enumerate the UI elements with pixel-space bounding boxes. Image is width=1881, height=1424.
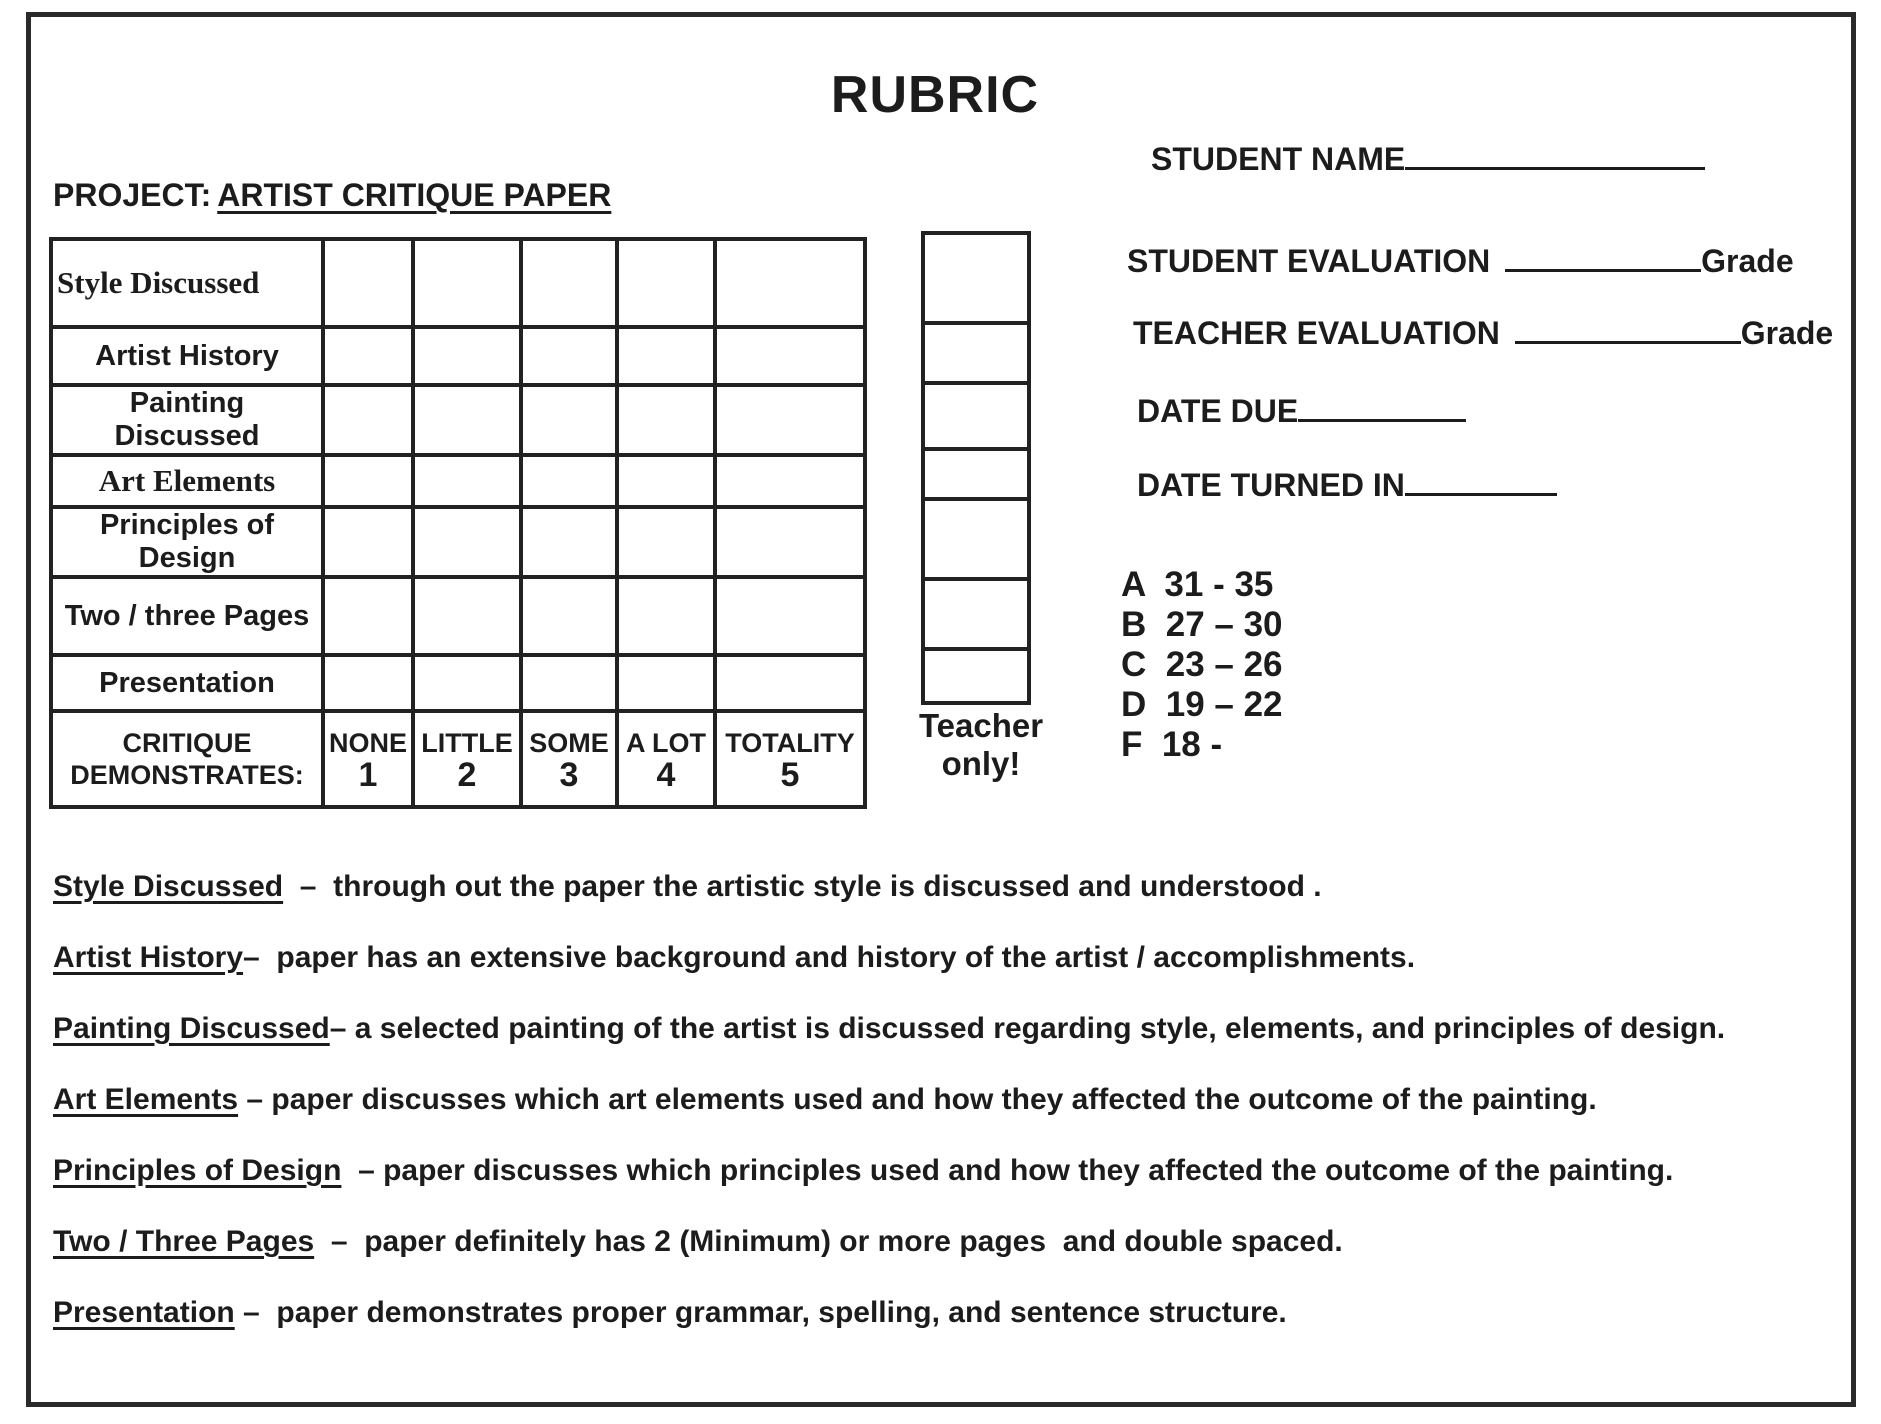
definition-text: – a selected painting of the artist is discussed regarding style, elements, and principles of design. (329, 1012, 1726, 1045)
level-a-lot: A LOT 4 (617, 711, 715, 807)
score-cell[interactable] (323, 507, 413, 577)
grade-scale-item: A 31 - 35 (1121, 565, 1274, 604)
level-some: SOME 3 (521, 711, 617, 807)
definition-item (53, 1064, 1725, 1135)
date-turned-in-row (1137, 467, 1557, 504)
teacher-score-column (921, 231, 1031, 705)
teacher-score-cell[interactable] (923, 449, 1029, 499)
critique-demonstrates-label: CRITIQUE DEMONSTRATES: (51, 711, 323, 807)
definition-text: – paper demonstrates proper grammar, spelling, and sentence structure. (234, 1296, 1287, 1329)
definition-item (53, 922, 1725, 993)
student-evaluation-field[interactable] (1505, 269, 1701, 272)
student-evaluation-row (1127, 243, 1794, 280)
definition-item (53, 1206, 1725, 1277)
criterion-row (51, 327, 865, 385)
level-none: NONE 1 (323, 711, 413, 807)
score-cell[interactable] (617, 655, 715, 711)
criterion-label: Principles of Design (51, 507, 323, 577)
date-due-row (1137, 393, 1466, 430)
grade-scale-item: C 23 – 26 (1121, 645, 1283, 684)
score-cell[interactable] (521, 455, 617, 507)
score-cell[interactable] (413, 655, 521, 711)
grade-scale-item: F 18 - (1121, 725, 1223, 764)
teacher-score-cell[interactable] (923, 323, 1029, 383)
score-cell[interactable] (323, 327, 413, 385)
score-cell[interactable] (521, 507, 617, 577)
definition-item (53, 993, 1725, 1064)
score-cell[interactable] (521, 239, 617, 327)
score-cell[interactable] (413, 455, 521, 507)
student-name-row (1151, 141, 1705, 178)
student-name-field[interactable] (1405, 167, 1705, 170)
definition-term: Painting Discussed (53, 1012, 330, 1045)
criterion-label: Artist History (51, 327, 323, 385)
score-cell[interactable] (715, 327, 865, 385)
criterion-label: Style Discussed (51, 239, 323, 327)
criterion-label: Presentation (51, 655, 323, 711)
teacher-evaluation-row (1133, 315, 1833, 352)
teacher-score-cell[interactable] (923, 499, 1029, 579)
score-cell[interactable] (323, 385, 413, 455)
teacher-score-cell[interactable] (923, 579, 1029, 649)
score-cell[interactable] (521, 655, 617, 711)
criterion-row (51, 577, 865, 655)
score-cell[interactable] (323, 577, 413, 655)
date-turned-in-label: DATE TURNED IN (1137, 467, 1405, 503)
score-cell[interactable] (413, 385, 521, 455)
definition-term: Two / Three Pages (53, 1225, 315, 1258)
student-evaluation-label: STUDENT EVALUATION (1127, 243, 1491, 279)
page-title: RUBRIC (830, 66, 1040, 124)
definition-term: Style Discussed (53, 870, 284, 903)
definition-text: – through out the paper the artistic style is discussed and understood . (283, 870, 1322, 903)
scale-header-row (51, 711, 865, 807)
score-cell[interactable] (413, 577, 521, 655)
level-totality: TOTALITY 5 (715, 711, 865, 807)
score-cell[interactable] (617, 239, 715, 327)
teacher-evaluation-field[interactable] (1515, 341, 1741, 344)
date-turned-in-field[interactable] (1405, 493, 1557, 496)
definition-item (53, 1277, 1725, 1348)
score-cell[interactable] (715, 507, 865, 577)
score-cell[interactable] (617, 385, 715, 455)
score-cell[interactable] (617, 507, 715, 577)
teacher-evaluation-grade-label: Grade (1740, 315, 1834, 351)
score-cell[interactable] (323, 655, 413, 711)
rubric-sheet (26, 12, 1856, 1407)
date-due-label: DATE DUE (1137, 393, 1299, 429)
definition-term: Artist History (53, 941, 244, 974)
level-little: LITTLE 2 (413, 711, 521, 807)
definition-text: – paper has an extensive background and history of the artist / accomplishments. (243, 941, 1416, 974)
definition-term: Art Elements (53, 1083, 239, 1116)
criterion-row (51, 655, 865, 711)
score-cell[interactable] (521, 577, 617, 655)
definition-text: – paper discusses which art elements used and how they affected the outcome of the painting. (238, 1083, 1597, 1116)
teacher-score-cell[interactable] (923, 649, 1029, 703)
definition-term: Principles of Design (53, 1154, 342, 1187)
score-cell[interactable] (521, 327, 617, 385)
teacher-score-cell[interactable] (923, 233, 1029, 323)
grade-scale-item: D 19 – 22 (1121, 685, 1283, 724)
score-cell[interactable] (323, 455, 413, 507)
grade-scale (1121, 565, 1283, 765)
criterion-label: Painting Discussed (51, 385, 323, 455)
criterion-row (51, 507, 865, 577)
score-cell[interactable] (715, 655, 865, 711)
project-line (53, 177, 611, 214)
teacher-only-label: Teacher only! (918, 707, 1044, 782)
criteria-definitions (53, 851, 1725, 1348)
rubric-grid (49, 237, 867, 809)
score-cell[interactable] (413, 239, 521, 327)
score-cell[interactable] (413, 507, 521, 577)
definition-item (53, 851, 1725, 922)
score-cell[interactable] (715, 577, 865, 655)
student-evaluation-grade-label: Grade (1701, 243, 1794, 279)
definition-item (53, 1135, 1725, 1206)
project-name: ARTIST CRITIQUE PAPER (217, 177, 612, 213)
definition-text: – paper discusses which principles used and how they affected the outcome of the painting. (341, 1154, 1674, 1187)
date-due-field[interactable] (1298, 419, 1466, 422)
criterion-row (51, 455, 865, 507)
criterion-label: Two / three Pages (51, 577, 323, 655)
criterion-label: Art Elements (51, 455, 323, 507)
definition-term: Presentation (53, 1296, 235, 1329)
grade-scale-item: B 27 – 30 (1121, 605, 1283, 644)
student-name-label: STUDENT NAME (1151, 141, 1406, 177)
teacher-evaluation-label: TEACHER EVALUATION (1133, 315, 1500, 351)
score-cell[interactable] (617, 327, 715, 385)
score-cell[interactable] (521, 385, 617, 455)
score-cell[interactable] (715, 385, 865, 455)
score-cell[interactable] (617, 577, 715, 655)
project-label: PROJECT: (53, 177, 212, 213)
score-cell[interactable] (323, 239, 413, 327)
score-cell[interactable] (715, 455, 865, 507)
teacher-score-cell[interactable] (923, 383, 1029, 449)
score-cell[interactable] (617, 455, 715, 507)
score-cell[interactable] (715, 239, 865, 327)
score-cell[interactable] (413, 327, 521, 385)
criterion-row (51, 385, 865, 455)
definition-text: – paper definitely has 2 (Minimum) or more pages and double spaced. (314, 1225, 1343, 1258)
criterion-row (51, 239, 865, 327)
